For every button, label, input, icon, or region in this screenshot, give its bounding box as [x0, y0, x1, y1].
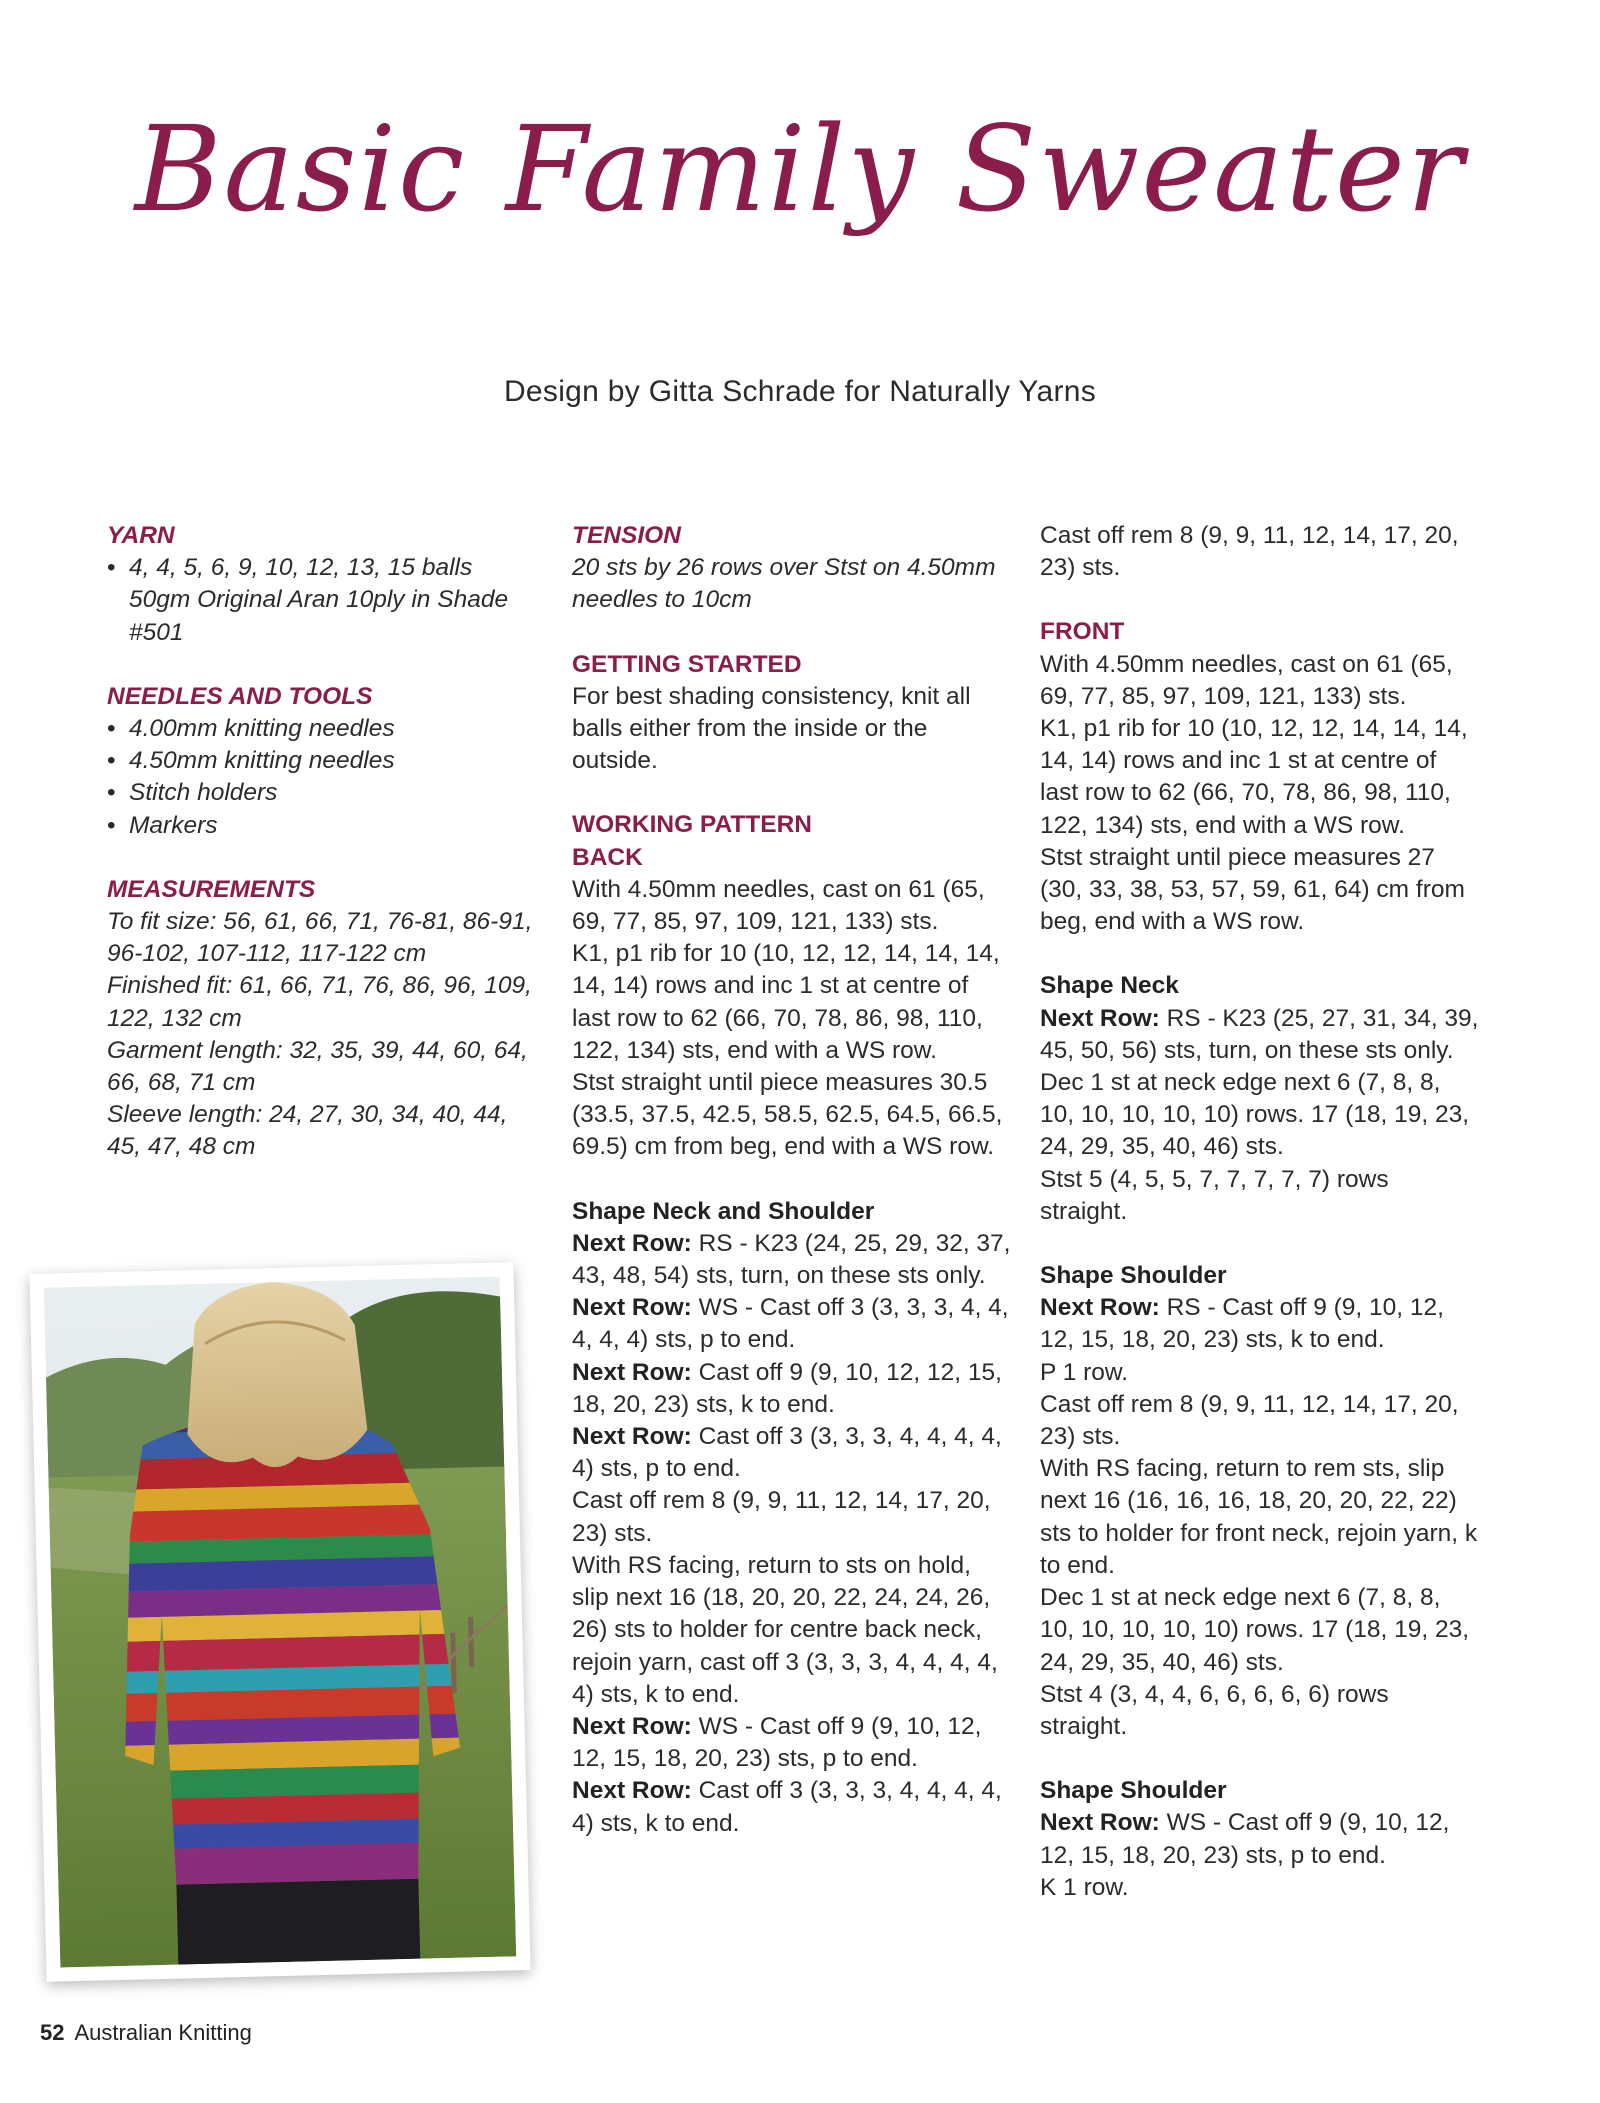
- step-text: Cast off 3 (3, 3, 3, 4, 4, 4, 4, 4) sts, p to end.: [572, 1423, 1002, 1483]
- list-item: • Markers: [107, 810, 537, 842]
- shoulder-step: K 1 row.: [1040, 1873, 1129, 1901]
- measurement-sleeve-length: Sleeve length: 24, 27, 30, 34, 40, 44, 45, 47, 48 cm: [107, 1101, 508, 1161]
- step-text: Cast off 3 (3, 3, 3, 4, 4, 4, 4, 4) sts, k to end.: [572, 1777, 1002, 1837]
- back-neck-step: Cast off rem 8 (9, 9, 11, 12, 14, 17, 20, 23) sts.: [572, 1487, 991, 1547]
- back-neck-step: [572, 1775, 1012, 1839]
- getting-started-text: For best shading consistency, knit all balls either from the inside or the outside.: [572, 682, 971, 775]
- step-text: WS - Cast off 9 (9, 10, 12, 12, 15, 18, 20, 23) sts, p to end.: [572, 1712, 982, 1773]
- step-text: Cast off 9 (9, 10, 12, 12, 15, 18, 20, 23) sts, k to end.: [572, 1358, 1002, 1418]
- front-neck-step: Stst 5 (4, 5, 5, 7, 7, 7, 7, 7) rows straight.: [1040, 1165, 1389, 1225]
- measurement-fit-size: To fit size: 56, 61, 66, 71, 76-81, 86-91, 96-102, 107-112, 117-122 cm: [107, 908, 533, 968]
- shape-neck-shoulder-heading: Shape Neck and Shoulder: [572, 1197, 875, 1225]
- getting-started-heading: GETTING STARTED: [572, 650, 802, 678]
- back-step: Stst straight until piece measures 30.5 (33.5, 37.5, 42.5, 58.5, 62.5, 64.5, 66.5, 69.5) cm from beg, end with a WS row.: [572, 1069, 1003, 1161]
- back-neck-step: [572, 1711, 1012, 1775]
- next-row-label: Next Row:: [1040, 1294, 1160, 1322]
- column-back: [572, 520, 1012, 1840]
- list-item: • Stitch holders: [107, 777, 537, 809]
- sweater-photo-image: [44, 1277, 516, 1968]
- back-step-continued: Cast off rem 8 (9, 9, 11, 12, 14, 17, 20, 23) sts.: [1040, 522, 1459, 582]
- next-row-label: Next Row:: [572, 1229, 692, 1257]
- shoulder-step: Dec 1 st at neck edge next 6 (7, 8, 8, 10, 10, 10, 10, 10) rows. 17 (18, 19, 23, 24, 29, 35, 40, 46) sts.: [1040, 1584, 1470, 1676]
- shape-neck-heading: Shape Neck: [1040, 972, 1179, 1000]
- back-neck-step: [572, 1292, 1012, 1356]
- tension-text: 20 sts by 26 rows over Stst on 4.50mm needles to 10cm: [572, 554, 996, 614]
- back-neck-step: With RS facing, return to sts on hold, slip next 16 (18, 20, 20, 22, 24, 24, 26, 26) sts to holder for centre back neck, rejoin yarn, cast off 3 (3, 3, 3, 4, 4, 4, 4, 4) sts, k to end.: [572, 1551, 998, 1708]
- column-materials: [107, 520, 537, 1164]
- page-title: Basic Family Sweater: [134, 100, 1466, 238]
- list-item: • 4.00mm knitting needles: [107, 713, 537, 745]
- designer-credit: Design by Gitta Schrade for Naturally Yarns: [503, 375, 1097, 408]
- shoulder-step: P 1 row.: [1040, 1358, 1129, 1386]
- tension-heading: TENSION: [572, 522, 681, 549]
- next-row-label: Next Row:: [1040, 1809, 1160, 1837]
- front-heading: FRONT: [1040, 618, 1125, 646]
- next-row-label: Next Row:: [572, 1777, 692, 1805]
- back-neck-step: [572, 1228, 1012, 1292]
- column-front: [1040, 520, 1480, 1904]
- shoulder-step: Cast off rem 8 (9, 9, 11, 12, 14, 17, 20, 23) sts.: [1040, 1390, 1459, 1451]
- back-heading: BACK: [572, 843, 643, 871]
- measurement-garment-length: Garment length: 32, 35, 39, 44, 60, 64, 66, 68, 71 cm: [107, 1036, 528, 1097]
- front-neck-step: [1040, 1003, 1480, 1067]
- magazine-name: Australian Knitting: [74, 2020, 252, 2045]
- yarn-heading: YARN: [107, 522, 175, 549]
- front-neck-step: Dec 1 st at neck edge next 6 (7, 8, 8, 10, 10, 10, 10, 10) rows. 17 (18, 19, 23, 24, 29, 35, 40, 46) sts.: [1040, 1069, 1470, 1161]
- front-step: With 4.50mm needles, cast on 61 (65, 69, 77, 85, 97, 109, 121, 133) sts.: [1040, 650, 1453, 710]
- step-text: RS - Cast off 9 (9, 10, 12, 12, 15, 18, 20, 23) sts, k to end.: [1040, 1294, 1444, 1354]
- shape-shoulder-heading-2: Shape Shoulder: [1040, 1777, 1227, 1805]
- step-text: WS - Cast off 3 (3, 3, 3, 4, 4, 4, 4, 4) sts, p to end.: [572, 1294, 1009, 1354]
- next-row-label: Next Row:: [572, 1712, 692, 1740]
- page-number: 52: [40, 2020, 65, 2045]
- needles-heading: NEEDLES AND TOOLS: [107, 682, 373, 710]
- list-item: • 4.50mm knitting needles: [107, 745, 537, 777]
- measurement-finished-fit: Finished fit: 61, 66, 71, 76, 86, 96, 109, 122, 132 cm: [107, 972, 532, 1032]
- yarn-list: [107, 552, 537, 649]
- back-step: K1, p1 rib for 10 (10, 12, 12, 14, 14, 14, 14, 14) rows and inc 1 st at centre of last row to 62 (66, 70, 78, 86, 98, 110, 122, 134) sts, end with a WS row.: [572, 940, 1000, 1064]
- list-item: • 4, 4, 5, 6, 9, 10, 12, 13, 15 balls 50gm Original Aran 10ply in Shade #501: [107, 552, 537, 649]
- step-text: RS - K23 (25, 27, 31, 34, 39, 45, 50, 56) sts, turn, on these sts only.: [1040, 1004, 1479, 1064]
- shoulder-step: With RS facing, return to rem sts, slip next 16 (16, 16, 16, 18, 20, 20, 22, 22) sts to holder for front neck, rejoin yarn, k to end.: [1040, 1455, 1478, 1579]
- working-pattern-heading: WORKING PATTERN: [572, 811, 812, 839]
- needles-list: [107, 713, 537, 842]
- shoulder-step: [1040, 1807, 1480, 1871]
- shoulder-step: Stst 4 (3, 4, 4, 6, 6, 6, 6, 6) rows straight.: [1040, 1680, 1389, 1740]
- next-row-label: Next Row:: [572, 1423, 692, 1451]
- back-neck-step: [572, 1421, 1012, 1485]
- next-row-label: Next Row:: [572, 1294, 692, 1322]
- step-text: WS - Cast off 9 (9, 10, 12, 12, 15, 18, 20, 23) sts, p to end.: [1040, 1809, 1450, 1869]
- sweater-photo: [29, 1262, 530, 1982]
- shape-shoulder-heading: Shape Shoulder: [1040, 1262, 1227, 1290]
- shoulder-step: [1040, 1292, 1480, 1356]
- front-step: K1, p1 rib for 10 (10, 12, 12, 14, 14, 14, 14, 14) rows and inc 1 st at centre of last row to 62 (66, 70, 78, 86, 98, 110, 122, 134) sts, end with a WS row.: [1040, 715, 1468, 839]
- step-text: RS - K23 (24, 25, 29, 32, 37, 43, 48, 54) sts, turn, on these sts only.: [572, 1229, 1011, 1290]
- front-step: Stst straight until piece measures 27 (30, 33, 38, 53, 57, 59, 61, 64) cm from beg, end with a WS row.: [1040, 843, 1465, 936]
- next-row-label: Next Row:: [572, 1358, 692, 1386]
- back-neck-step: [572, 1357, 1012, 1421]
- back-step: With 4.50mm needles, cast on 61 (65, 69, 77, 85, 97, 109, 121, 133) sts.: [572, 875, 985, 936]
- page-footer: [40, 2020, 252, 2046]
- measurements-heading: MEASUREMENTS: [107, 875, 316, 903]
- next-row-label: Next Row:: [1040, 1004, 1160, 1032]
